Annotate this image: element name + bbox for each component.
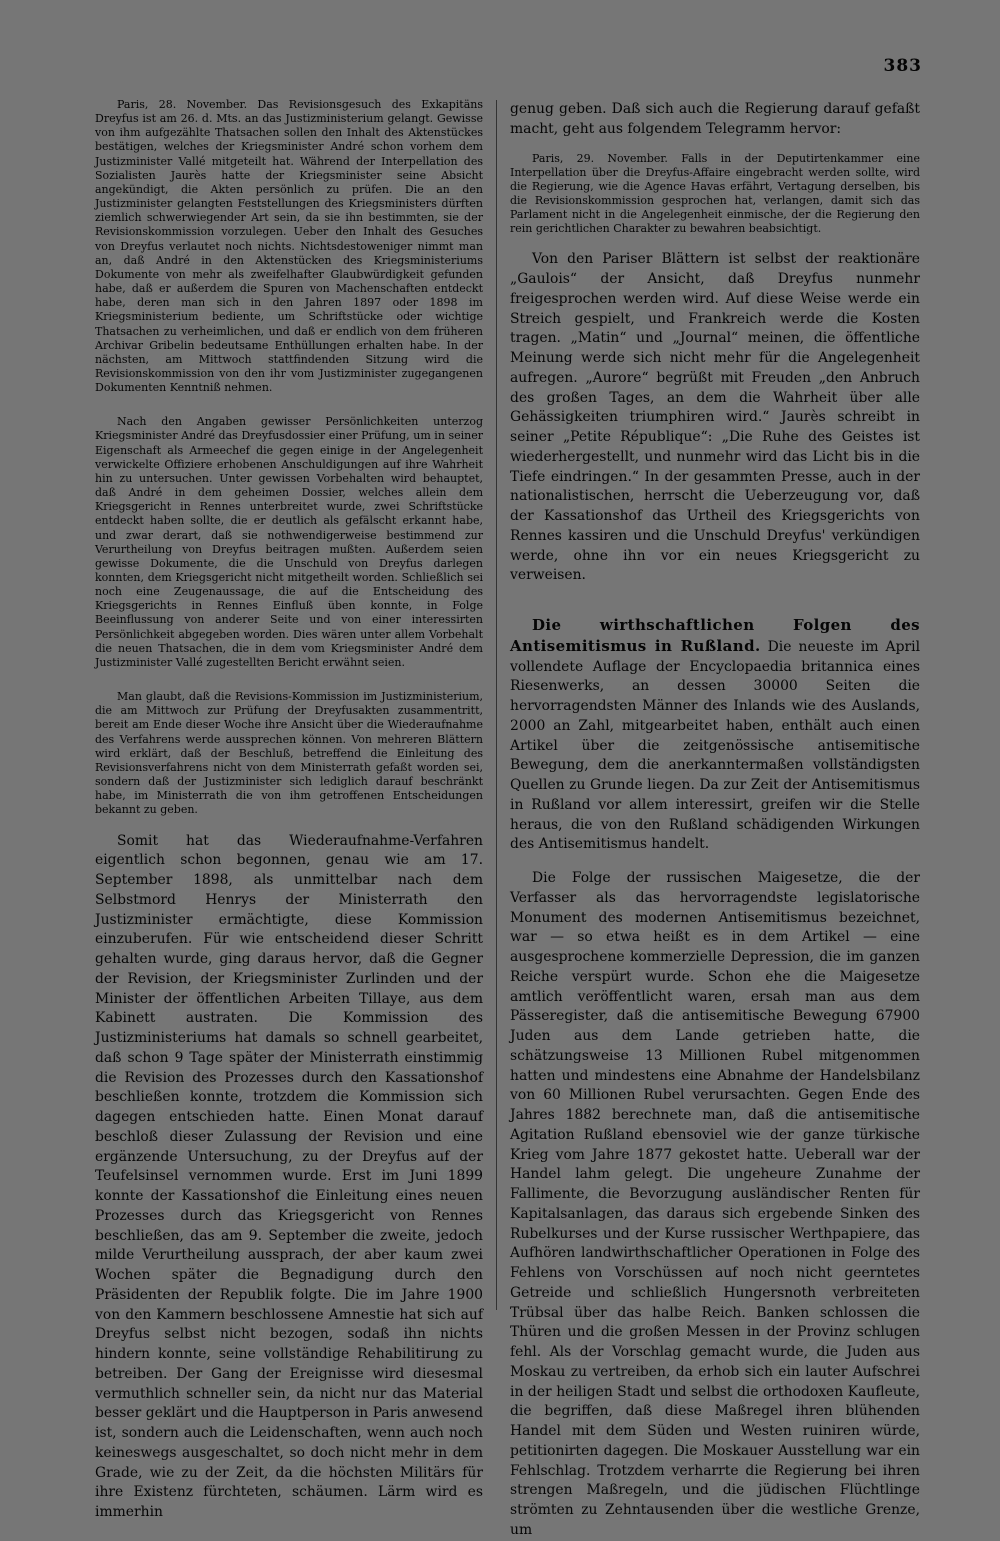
left-paragraph-4: Somit hat das Wiederaufnahme-Verfahren eigentlich schon begonnen, genau wie am 17. September 1898, als unmittelbar nach dem Selbstmord Henrys der Ministerrath den Justizminister ermächtigte, diese Kommission einzuberufen. Für wie entscheidend dieser Schritt gehalten wurde, ging daraus hervor, daß die Gegner der Revision, der Kriegsminister Zurlinden und der Minister der öffentlichen Arbeiten Tillaye, aus dem Kabinett austraten. Die Kommission des Justizministeriums hat damals so schnell gearbeitet, daß schon 9 Tage später der Ministerrath einstimmig die Revision des Prozesses durch den Kassationshof beschließen konnte, trotzdem die Kommission sich dagegen entschieden hatte. Einen Monat darauf beschloß dieser Zulassung der Revision und eine ergänzende Untersuchung, zu der Dreyfus auf der Teufelsinsel vernommen wurde. Erst im Juni 1899 konnte der Kassationshof die Einleitung eines neuen Prozesses durch das Kriegsgericht von Rennes beschließen, das am 9. September die zweite, jedoch milde Verurtheilung aussprach, der aber kaum zwei Wochen später die Begnadigung durch den Präsidenten der Republik folgte. Die im Jahre 1900 von den Kammern beschlossene Amnestie hat sich auf Dreyfus selbst nicht bezogen, sodaß ihn nichts hindern konnte, seine vollständige Rehabilitirung zu betreiben. Der Gang der Ereignisse wird diesesmal vermuthlich schneller sein, da nicht nur das Material besser geklärt und die Hauptperson in Paris anwesend ist, sondern auch die Leidenschaften, wenn auch noch keineswegs ausgeschaltet, so doch nicht mehr in dem Grade, wie zu der Zeit, da die höchsten Militärs für ihre Existenz fürchteten, schäumen. Lärm wird es immerhin — [95, 832, 483, 1520]
right-article — [510, 616, 920, 855]
right-column — [510, 100, 920, 1541]
article-heading: Die wirthschaftlichen Folgen des Antisemitismus in Rußland. — [510, 616, 920, 655]
right-paragraph-4: Die neueste im April vollendete Auflage der Encyclopaedia britannica eines Riesenwerks, an dessen 30000 Seiten die hervorragendsten Männer des Inlands wie des Auslands, 2000 an Zahl, mitgearbeitet haben, enthält auch einen Artikel über die zeitgenössische antisemitische Bewegung, dem die anerkanntermaßen vollständigsten Quellen zu Grunde liegen. Da zur Zeit der Antisemitismus in Rußland vor allem interessirt, greifen wir die Stelle heraus, die von den Rußland schädigenden Wirkungen des Antisemitismus handelt. — [510, 638, 921, 853]
left-paragraph-1: Paris, 28. November. Das Revisionsgesuch des Exkapitäns Dreyfus ist am 26. d. Mts. an das Justizministerium gelangt. Gewisse von ihm aufgezählte Thatsachen sollen den Inhalt des Aktenstückes bestätigen, welches der Kriegsminister André schon vorhem dem Justizminister Vallé mitgeteilt hat. Während der Interpellation des Sozialisten Jaurès hatte der Kriegsminister seine Absicht angekündigt, die Akten persönlich zu prüfen. Die an den Justizminister gelangten Feststellungen des Kriegsministers dürften ziemlich schwerwiegender Art sein, da sie ihn bestimmten, sie der Revisionskommission vorzulegen. Ueber den Inhalt des Gesuches von Dreyfus verlautet noch nichts. Nichtsdestoweniger nimmt man an, daß André in den Aktenstücken des Kriegsministeriums Dokumente von mehr als zweifelhafter Glaubwürdigkeit gefunden habe, daß er außerdem die Spuren von Machenschaften entdeckt habe, deren man sich in den Jahren 1897 oder 1898 im Kriegsministerium bediente, um Schriftstücke oder wichtige Thatsachen zu verheimlichen, und daß er endlich von dem früheren Archivar Gribelin bedeutsame Enthüllungen erhalten habe. In der nächsten, am Mittwoch stattfindenden Sitzung wird die Revisionskommission von den ihr vom Justizminister zugegangenen Dokumenten Kenntniß nehmen. — [95, 98, 483, 395]
right-paragraph-2: Paris, 29. November. Falls in der Deputirtenkammer eine Interpellation über die Dreyfus-Affaire eingebracht werden sollte, wird die Regierung, wie die Agence Havas erfährt, Vertagung derselben, bis die Revisionskommission gesprochen hat, verlangen, damit sich das Parlament nicht in die Angelegenheit einmische, der die Regierung den rein gerichtlichen Charakter zu bewahren beabsichtigt. — [510, 151, 920, 236]
left-paragraph-3: Man glaubt, daß die Revisions-Kommission im Justizministerium, die am Mittwoch zur Prüfung der Dreyfusakten zusammentritt, bereit am Ende dieser Woche ihre Ansicht über die Wiederaufnahme des Verfahrens werde aussprechen können. Von mehreren Blättern wird erklärt, daß der Beschluß, betreffend die Einleitung des Revisionsverfahrens nicht von dem Ministerrath gefaßt worden sei, sondern daß der Justizminister sich lediglich darauf beschränkt habe, im Ministerrath die von ihm getroffenen Entscheidungen bekannt zu geben. — [95, 690, 483, 817]
left-column — [95, 98, 483, 1523]
right-paragraph-1: genug geben. Daß sich auch die Regierung darauf gefaßt macht, geht aus folgendem Telegramm hervor: — [510, 101, 920, 137]
left-paragraph-2: Nach den Angaben gewisser Persönlichkeiten unterzog Kriegsminister André das Dreyfusdossier einer Prüfung, um in seiner Eigenschaft als Armeechef die gegen einige in der Angelegenheit verwickelte Offiziere erhobenen Anschuldigungen auf ihre Wahrheit hin zu untersuchen. Unter gewissen Vorbehalten wird behauptet, daß André in dem geheimen Dossier, welches allein dem Kriegsgericht in Rennes unterbreitet wurde, zwei Schriftstücke entdeckt haben sollte, die er deutlich als gefälscht erkannt habe, und zwar derart, daß sie nothwendigerweise bestimmend zur Verurtheilung von Dreyfus beitragen mußten. Außerdem seien gewisse Dokumente, die die Unschuld von Dreyfus darlegen konnten, dem Kriegsgericht nicht mitgetheilt worden. Schließlich sei noch eine Zeugenaussage, die auf die Entscheidung des Kriegsgerichts in Rennes Einfluß üben konnte, in Folge Beeinflussung von anderer Seite und von einer interessirten Persönlichkeit abgegeben worden. Dies wären unter allem Vorbehalt die neuen Thatsachen, die in dem vom Kriegsminister André dem Justizminister Vallé zugestellten Bericht erwähnt seien. — [95, 415, 483, 669]
column-divider — [496, 100, 497, 1310]
right-paragraph-5: Die Folge der russischen Maigesetze, die der Verfasser als das hervorragendste legislatorische Monument des modernen Antisemitismus bezeichnet, war — so etwa heißt es in dem Artikel — eine ausgesprochene kommerzielle Depression, die im ganzen Reiche verspürt wurde. Schon ehe die Maigesetze amtlich veröffentlicht waren, ersah man aus dem Pässeregister, daß die antisemitische Bewegung 67900 Juden aus dem Lande getrieben hatte, die schätzungsweise 13 Millionen Rubel mitgenommen hatten und mindestens eine Abnahme der Handelsbilanz von 60 Millionen Rubel verursachten. Gegen Ende des Jahres 1882 berechnete man, daß die antisemitische Agitation Rußland ebensoviel wie der ganze türkische Krieg vom Jahre 1877 gekostet hatte. Ueberall war der Handel lahm gelegt. Die ungeheure Zunahme der Fallimente, die Bevorzugung ausländischer Renten für Kapitalsanlagen, das daraus sich ergebende Sinken des Rubelkurses und der Kurse russischer Werthpapiere, das Aufhören landwirthschaftlicher Operationen in Folge des Fehlens von Vorschüssen auf noch nicht geerntetes Getreide und schließlich Hungersnoth verbreiteten Trübsal über das halbe Reich. Banken schlossen die Thüren und die großen Messen in der Provinz schlugen fehl. Als der Vorschlag gemacht wurde, die Juden aus Moskau zu vertreiben, da erhob sich ein lauter Aufschrei in der heiligen Stadt und selbst die orthodoxen Kaufleute, die begriffen, daß diese Maßregel ihren blühenden Handel mit dem Süden und Westen ruiniren würde, petitionirten dagegen. Die Moskauer Ausstellung war ein Fehlschlag. Trotzdem verharrte die Regierung bei ihren strengen Maßregeln, und die jüdischen Flüchtlinge strömten zu Zehntausenden über die westliche Grenze, um — [510, 870, 920, 1538]
right-paragraph-3: Von den Pariser Blättern ist selbst der reaktionäre „Gaulois“ der Ansicht, daß Dreyfus nunmehr freigesprochen werden wird. Auf diese Weise werde ein Streich gespielt, und Frankreich werde die Kosten tragen. „Matin“ und „Journal“ meinen, die öffentliche Meinung werde sich nicht mehr für die Angelegenheit aufregen. „Aurore“ begrüßt mit Freuden „den Anbruch des großen Tages, an dem die Wahrheit über alle Gehässigkeiten triumphiren wird.“ Jaurès schreibt in seiner „Petite République“: „Die Ruhe des Geistes ist wiederhergestellt, und nunmehr wird das Licht bis in die Tiefe eindringen.“ In der gesammten Presse, auch in der nationalistischen, herrscht die Ueberzeugung vor, daß der Kassationshof das Urtheil des Kriegsgerichts von Rennes kassiren und die Unschuld Dreyfus' verkündigen werde, ohne ihn vor ein neues Kriegsgericht zu verweisen. — [510, 251, 920, 584]
page-number: 383 — [883, 56, 922, 76]
